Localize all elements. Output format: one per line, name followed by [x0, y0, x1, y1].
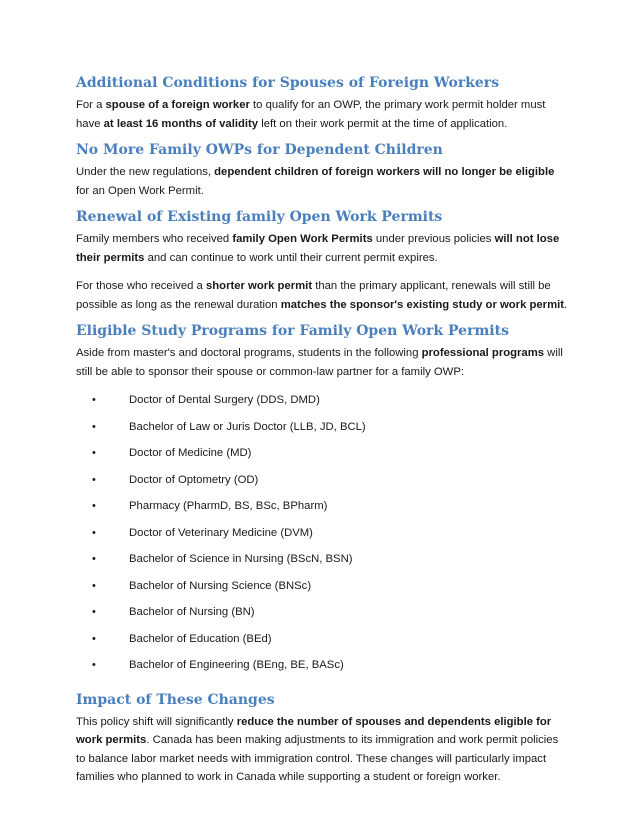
- list-item: • Doctor of Veterinary Medicine (DVM): [92, 524, 568, 551]
- list-item: • Bachelor of Law or Juris Doctor (LLB, JD, BCL): [92, 418, 568, 445]
- programs-list: [76, 391, 568, 683]
- bullet-icon: •: [92, 553, 96, 565]
- list-item: • Bachelor of Nursing Science (BNSc): [92, 577, 568, 604]
- heading-spouses: Additional Conditions for Spouses of Foreign Workers: [76, 75, 500, 91]
- heading-renewal: Renewal of Existing family Open Work Permits: [76, 209, 443, 225]
- heading-children: No More Family OWPs for Dependent Children: [76, 142, 443, 158]
- paragraph-renewal-1: Family members who received family Open Work Permits under previous policies will not lose their permits and can continue to work until their current permit expires.: [76, 233, 560, 264]
- bullet-icon: •: [92, 394, 96, 406]
- paragraph-impact: This policy shift will significantly reduce the number of spouses and dependents eligible for work permits. Canada has been making adjustments to its immigration and work permit policies to balance labor market needs with immigration control. These changes will particularly impact families who planned to work in Canada while supporting a student or foreign worker.: [76, 715, 559, 783]
- bullet-icon: •: [92, 606, 96, 618]
- heading-impact: Impact of These Changes: [76, 691, 275, 708]
- section-children: [76, 141, 568, 200]
- list-item: • Doctor of Medicine (MD): [92, 444, 568, 471]
- list-item: • Bachelor of Education (BEd): [92, 630, 568, 657]
- paragraph-children: Under the new regulations, dependent children of foreign workers will no longer be eligible for an Open Work Permit.: [76, 166, 555, 197]
- bullet-icon: •: [92, 659, 96, 671]
- section-impact: [76, 691, 568, 787]
- section-renewal: [76, 208, 568, 314]
- list-item: • Bachelor of Science in Nursing (BScN, BSN): [92, 550, 568, 577]
- bullet-icon: •: [92, 473, 96, 486]
- paragraph-eligible: Aside from master's and doctoral programs, students in the following professional programs will still be able to sponsor their spouse or common-law partner for a family OWP:: [76, 347, 563, 378]
- paragraph-renewal-2: For those who received a shorter work permit than the primary applicant, renewals will still be possible as long as the renewal duration matches the sponsor's existing study or work permit.: [76, 280, 568, 311]
- list-item: • Doctor of Optometry (OD): [92, 471, 568, 498]
- list-item: • Bachelor of Engineering (BEng, BE, BASc): [92, 656, 568, 683]
- list-item: • Doctor of Dental Surgery (DDS, DMD): [92, 391, 568, 418]
- bullet-icon: •: [92, 420, 96, 433]
- list-item: • Bachelor of Nursing (BN): [92, 603, 568, 630]
- heading-eligible-programs: Eligible Study Programs for Family Open Work Permits: [76, 323, 509, 339]
- bullet-icon: •: [92, 526, 96, 539]
- paragraph-spouses: For a spouse of a foreign worker to qualify for an OWP, the primary work permit holder must have at least 16 months of validity left on their work permit at the time of application.: [76, 99, 546, 130]
- list-item: • Pharmacy (PharmD, BS, BSc, BPharm): [92, 497, 568, 524]
- bullet-icon: •: [92, 579, 96, 592]
- bullet-icon: •: [92, 500, 96, 512]
- bullet-icon: •: [92, 632, 96, 645]
- section-spouses: [76, 74, 568, 133]
- section-eligible-programs: [76, 322, 568, 683]
- bullet-icon: •: [92, 447, 96, 459]
